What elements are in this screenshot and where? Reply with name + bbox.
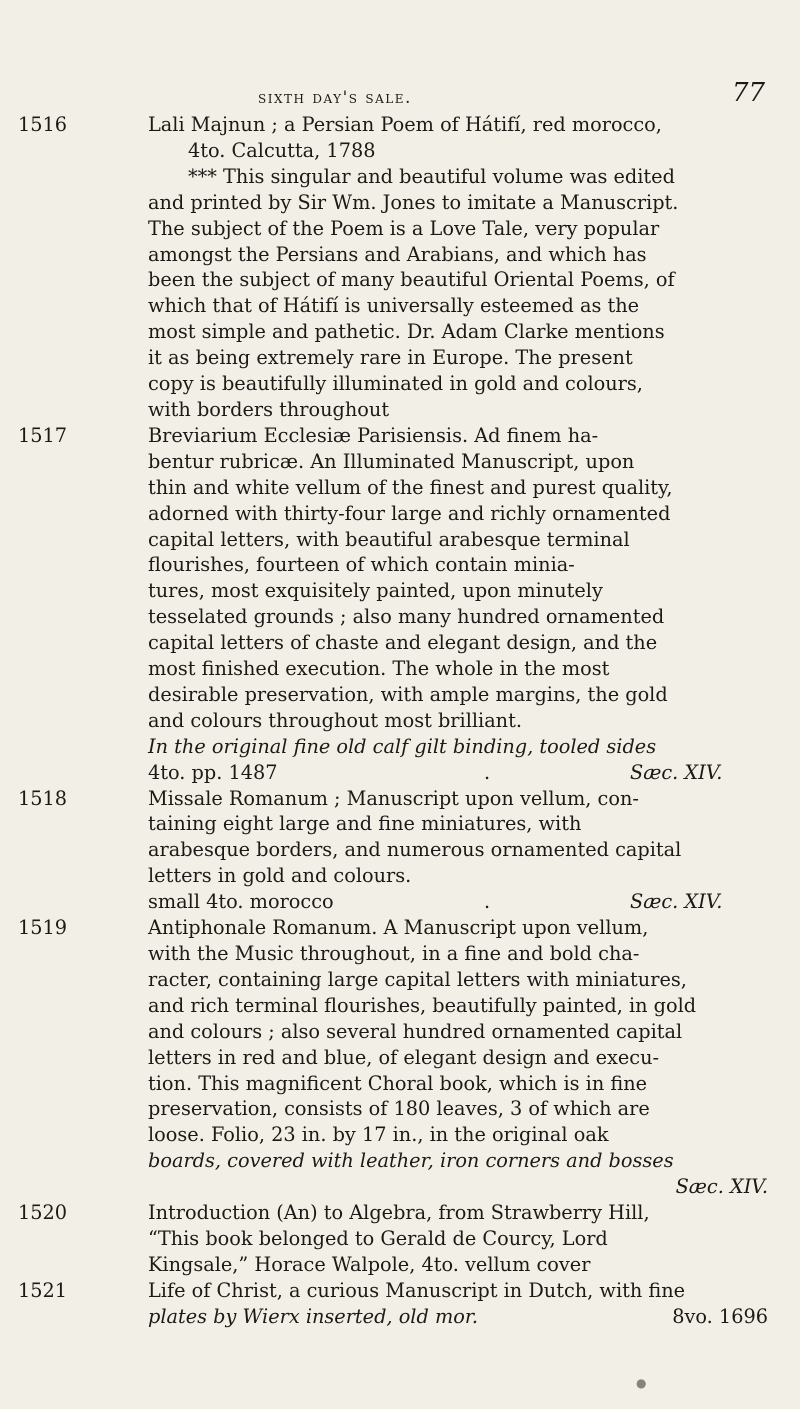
lot-line: 4to. Calcutta, 1788 bbox=[188, 138, 376, 162]
lot-line: tion. This magnificent Choral book, which is in fine bbox=[148, 1071, 648, 1095]
lot-line: arabesque borders, and numerous ornamented capital bbox=[148, 838, 682, 862]
catalogue-text bbox=[18, 112, 768, 1330]
lot-line: most simple and pathetic. Dr. Adam Clarke mentions bbox=[148, 320, 665, 344]
lot-line: capital letters, with beautiful arabesque terminal bbox=[148, 527, 630, 551]
lot-line: flourishes, fourteen of which contain minia- bbox=[148, 553, 575, 577]
lot-line: copy is beautifully illuminated in gold and colours, bbox=[148, 372, 643, 396]
century-note: Sæc. XIV. bbox=[630, 760, 723, 784]
leader-dot: . bbox=[484, 760, 491, 784]
lot-line: capital letters of chaste and elegant design, and the bbox=[148, 631, 658, 655]
lot-line: small 4to. morocco bbox=[148, 890, 334, 914]
lot-line: letters in red and blue, of elegant design and execu- bbox=[148, 1045, 660, 1069]
lot-line: been the subject of many beautiful Oriental Poems, of bbox=[148, 268, 675, 292]
running-head: sixth day's sale. bbox=[258, 88, 412, 108]
lot-line: loose. Folio, 23 in. by 17 in., in the original oak bbox=[148, 1123, 609, 1147]
lot-line: In the original fine old calf gilt binding, tooled sides bbox=[148, 734, 657, 758]
lot-line: plates by Wierx inserted, old mor. bbox=[148, 1304, 479, 1328]
lot-line: most finished execution. The whole in the most bbox=[148, 657, 610, 681]
century-note: Sæc. XIV. bbox=[675, 1175, 768, 1199]
lot-line: which that of Hátifí is universally esteemed as the bbox=[148, 294, 640, 318]
lot-line: with borders throughout bbox=[148, 397, 390, 421]
lot-line: Breviarium Ecclesiæ Parisiensis. Ad finem ha- bbox=[148, 423, 599, 447]
lot-line: desirable preservation, with ample margins, the gold bbox=[148, 682, 668, 706]
lot-line: boards, covered with leather, iron corners and bosses bbox=[148, 1149, 674, 1173]
lot-number: 1516 bbox=[18, 113, 68, 136]
lot-number: 1520 bbox=[18, 1201, 68, 1225]
lot-line: tures, most exquisitely painted, upon minutely bbox=[148, 579, 603, 603]
lot-line: 4to. pp. 1487 bbox=[148, 760, 278, 784]
format-date: 8vo. 1696 bbox=[672, 1304, 768, 1328]
lot-number: 1519 bbox=[18, 916, 68, 940]
lot-line: Kingsale,” Horace Walpole, 4to. vellum cover bbox=[148, 1252, 591, 1276]
lot-number: 1518 bbox=[18, 786, 68, 810]
lot-line: Missale Romanum ; Manuscript upon vellum, con- bbox=[148, 786, 639, 810]
lot-line: and rich terminal flourishes, beautifully painted, in gold bbox=[148, 993, 697, 1017]
lot-line: adorned with thirty-four large and richly ornamented bbox=[148, 501, 671, 525]
lot-line: preservation, consists of 180 leaves, 3 of which are bbox=[148, 1097, 650, 1121]
lot-line: Antiphonale Romanum. A Manuscript upon vellum, bbox=[148, 916, 649, 940]
lot-line: taining eight large and fine miniatures, with bbox=[148, 812, 582, 836]
lot-line: *** This singular and beautiful volume was edited bbox=[188, 164, 675, 188]
lot-line: The subject of the Poem is a Love Tale, very popular bbox=[148, 216, 660, 240]
lot-line: Life of Christ, a curious Manuscript in Dutch, with fine bbox=[148, 1278, 686, 1302]
page-header bbox=[0, 76, 800, 116]
lot-line: tesselated grounds ; also many hundred ornamented bbox=[148, 605, 665, 629]
lot-line: Lali Majnun ; a Persian Poem of Hátifí, red morocco, bbox=[148, 113, 662, 136]
century-note: Sæc. XIV. bbox=[630, 890, 723, 914]
stray-mark: ● bbox=[636, 1376, 647, 1390]
lot-line: racter, containing large capital letters with miniatures, bbox=[148, 967, 687, 991]
lot-line: “This book belonged to Gerald de Courcy, Lord bbox=[148, 1226, 608, 1250]
lot-line: Introduction (An) to Algebra, from Strawberry Hill, bbox=[148, 1201, 650, 1225]
lot-line: bentur rubricæ. An Illuminated Manuscript, upon bbox=[148, 449, 635, 473]
lot-line: letters in gold and colours. bbox=[148, 864, 412, 888]
lot-line: thin and white vellum of the finest and purest quality, bbox=[148, 475, 673, 499]
lot-line: it as being extremely rare in Europe. The present bbox=[148, 346, 633, 370]
lot-line: and colours ; also several hundred ornamented capital bbox=[148, 1019, 683, 1043]
lot-number: 1521 bbox=[18, 1278, 68, 1302]
lot-line: and colours throughout most brilliant. bbox=[148, 708, 522, 732]
lot-number: 1517 bbox=[18, 423, 68, 447]
page-number: 77 bbox=[732, 78, 766, 108]
lot-line: and printed by Sir Wm. Jones to imitate a Manuscript. bbox=[148, 190, 679, 214]
leader-dot: . bbox=[484, 890, 491, 914]
lot-line: amongst the Persians and Arabians, and which has bbox=[148, 242, 647, 266]
lot-line: with the Music throughout, in a fine and bold cha- bbox=[148, 942, 640, 965]
